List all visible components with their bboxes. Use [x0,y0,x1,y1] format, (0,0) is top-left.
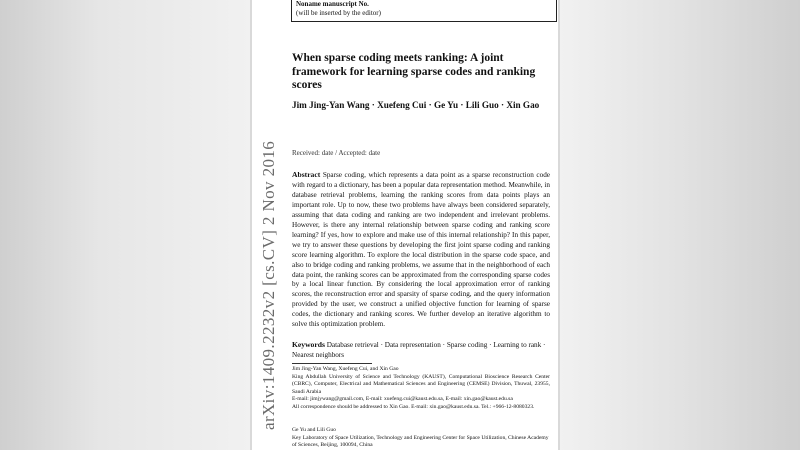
affiliation-institution-2: Key Laboratory of Space Utilization, Technology and Engineering Center for Space Utilization, Chinese Academy of Sciences, Beijing, 100094, China [292,434,549,448]
keywords-heading: Keywords [292,340,325,349]
abstract [292,170,550,330]
paper-title: When sparse coding meets ranking: A joint framework for learning sparse codes and ranking scores [292,52,536,91]
manuscript-label: Noname manuscript No. [296,0,369,8]
received-date: Received: date / Accepted: date [292,149,381,157]
manuscript-note: (will be inserted by the editor) [296,9,381,17]
affiliation-kaust [292,366,550,411]
affiliation-names-2: Ge Yu and Lili Guo [292,427,336,433]
abstract-body: Sparse coding, which represents a data point as a sparse reconstruction code with regard to a dictionary, has been a popular data representation method. Meanwhile, in database retrieval problems, learning the ranking scores from data points plays an important role. Up to now, these two problems have always been considered separately, assuming that data coding and ranking are two independent and irrelevant problems. However, is there any internal relationship between sparse coding and ranking score learning? If yes, how to explore and make use of this internal relationship? In this paper, we try to answer these questions by developing the first joint sparse coding and ranking score learning algorithm. To explore the local distribution in the sparse code space, and also to bridge coding and ranking problems, we assume that in the neighborhood of each data point, the ranking scores can be approximated from the corresponding sparse codes by a local linear function. By considering the local approximation error of ranking scores, the reconstruction error and sparsity of sparse coding, and the query information provided by the user, we construct a unified objective function for learning of sparse codes, the dictionary and ranking scores. We further develop an iterative algorithm to solve this optimization problem. [292,171,550,329]
keywords [292,340,550,360]
background-left [0,0,250,450]
background-right [560,0,800,450]
affiliation-cas [292,427,550,450]
affiliation-institution: King Abdullah University of Science and Technology (KAUST), Computational Bioscience Research Center (CBRC), Computer, Electrical and Mathematical Sciences and Engineering (CEMSE) Division, Thuwal, 23955, Saudi Arabia [292,373,550,395]
keywords-list: Database retrieval · Data representation · Sparse coding · Learning to rank · Nearest neighbors [292,341,546,359]
abstract-heading: Abstract [292,170,321,179]
affiliation-emails: E-mail: jimjywang@gmail.com, E-mail: xuefeng.cui@kaust.edu.sa, E-mail: xin.gao@kaust.edu.sa [292,396,513,402]
correspondence-note: All correspondence should be addressed to Xin Gao. E-mail: xin.gao@kaust.edu.sa. Tel.: +966-12-8080323. [292,403,535,410]
footnote-rule [292,363,372,364]
manuscript-box [291,0,557,22]
affiliation-names: Jim Jing-Yan Wang, Xuefeng Cui, and Xin Gao [292,366,399,372]
author-list: Jim Jing-Yan Wang · Xuefeng Cui · Ge Yu · Lili Guo · Xin Gao [292,100,540,110]
arxiv-identifier: arXiv:1409.2232v2 [cs.CV] 2 Nov 2016 [259,140,278,430]
